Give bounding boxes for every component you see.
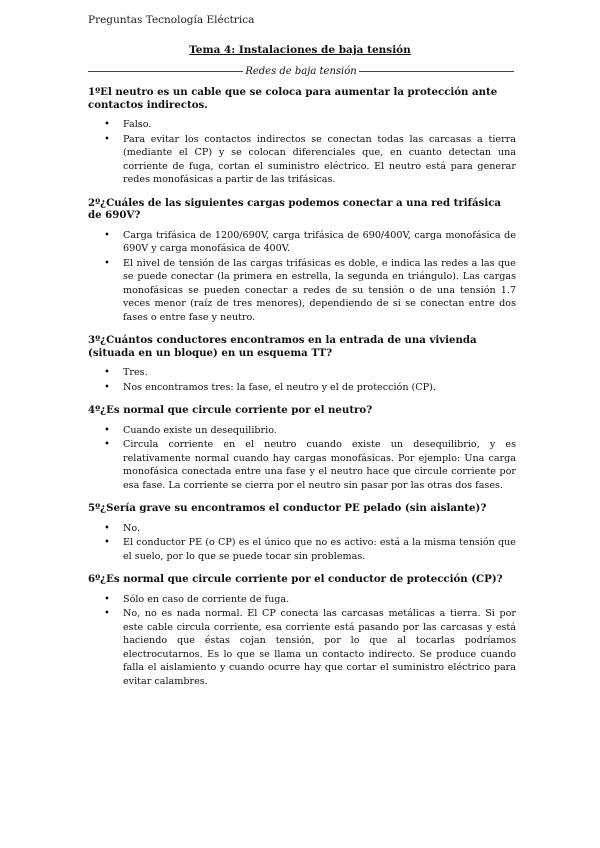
question-text: 1ºEl neutro es un cable que se coloca para aumentar la protección ante contactos indirectos. [88,86,498,111]
section-divider [88,66,514,77]
answer-item: • Nos encontramos tres: la fase, el neutro y el de protección (CP). [88,381,516,395]
question-text: 5º¿Sería grave su encontramos el conductor PE pelado (sin aislante)? [88,502,487,514]
answer-item: • Circula corriente en el neutro cuando existe un desequilibrio, y es relativamente normal cuando hay cargas monofásicas. Por ejemplo: Una carga monofásica conectada entre una fase y el neutro hace que circule corriente por esa fase. La corriente se cierra por el neutro sin pasar por las otras dos fases. [88,438,516,492]
section-label: Redes de baja tensión [245,66,357,77]
answer-list [88,593,516,689]
answer-list [88,229,516,325]
section-rule-left [88,71,243,72]
question-block [88,573,516,688]
question-block [88,334,516,394]
answer-list [88,366,516,394]
question-text: 6º¿Es normal que circule corriente por el conductor de protección (CP)? [88,573,503,585]
question-block [88,86,516,187]
page-header: Preguntas Tecnología Eléctrica [88,14,255,26]
answer-item: • No, no es nada normal. El CP conecta las carcasas metálicas a tierra. Si por este cable circula corriente, esa corriente está pasando por las carcasas y está haciendo que éstas cojan tensión, por lo que al tocarlas podríamos electrocutarnos. Es lo que se llama un contacto indirecto. Se produce cuando falla el aislamiento y cuando ocurre hay que cortar el suministro eléctrico para evitar calambres. [88,607,516,688]
answer-item: • Tres. [88,366,516,380]
question-list [88,86,516,698]
question-text: 4º¿Es normal que circule corriente por el neutro? [88,404,373,416]
question-text: 2º¿Cuáles de las siguientes cargas podemos conectar a una red trifásica de 690V? [88,196,502,221]
answer-list [88,424,516,493]
answer-item: • El conductor PE (o CP) es el único que no es activo: está a la misma tensión que el suelo, por lo que se puede tocar sin problemas. [88,536,516,563]
answer-item: • Falso. [88,118,516,132]
answer-item: • No. [88,522,516,536]
answer-item: • Sólo en caso de corriente de fuga. [88,593,516,607]
question-block [88,197,516,325]
answer-item: • Carga trifásica de 1200/690V, carga trifásica de 690/400V, carga monofásica de 690V y carga monofásica de 400V. [88,229,516,256]
question-block [88,404,516,492]
question-block [88,502,516,563]
question-text: 3º¿Cuántos conductores encontramos en la entrada de una vivienda (situada en un bloque) en un esquema TT? [88,334,477,359]
answer-item: • El nivel de tensión de las cargas trifásicas es doble, e indica las redes a las que se puede conectar (la primera en estrella, la segunda en triángulo). Las cargas monofásicas se pueden conectar a redes de su tensión o de una tensión 1.7 veces menor (raíz de tres menores), dependiendo de si se conectan entre dos fases o entre fase y neutro. [88,257,516,325]
answer-list [88,522,516,564]
answer-list [88,118,516,187]
page-title: Tema 4: Instalaciones de baja tensión [189,44,411,56]
answer-item: • Para evitar los contactos indirectos se conectan todas las carcasas a tierra (mediante el CP) y se colocan diferenciales que, en cuanto detectan una corriente de fuga, cortan el suministro eléctrico. El neutro está para generar redes monofásicas a partir de las trifásicas. [88,133,516,187]
section-rule-right [359,71,514,72]
answer-item: • Cuando existe un desequilibrio. [88,424,516,438]
